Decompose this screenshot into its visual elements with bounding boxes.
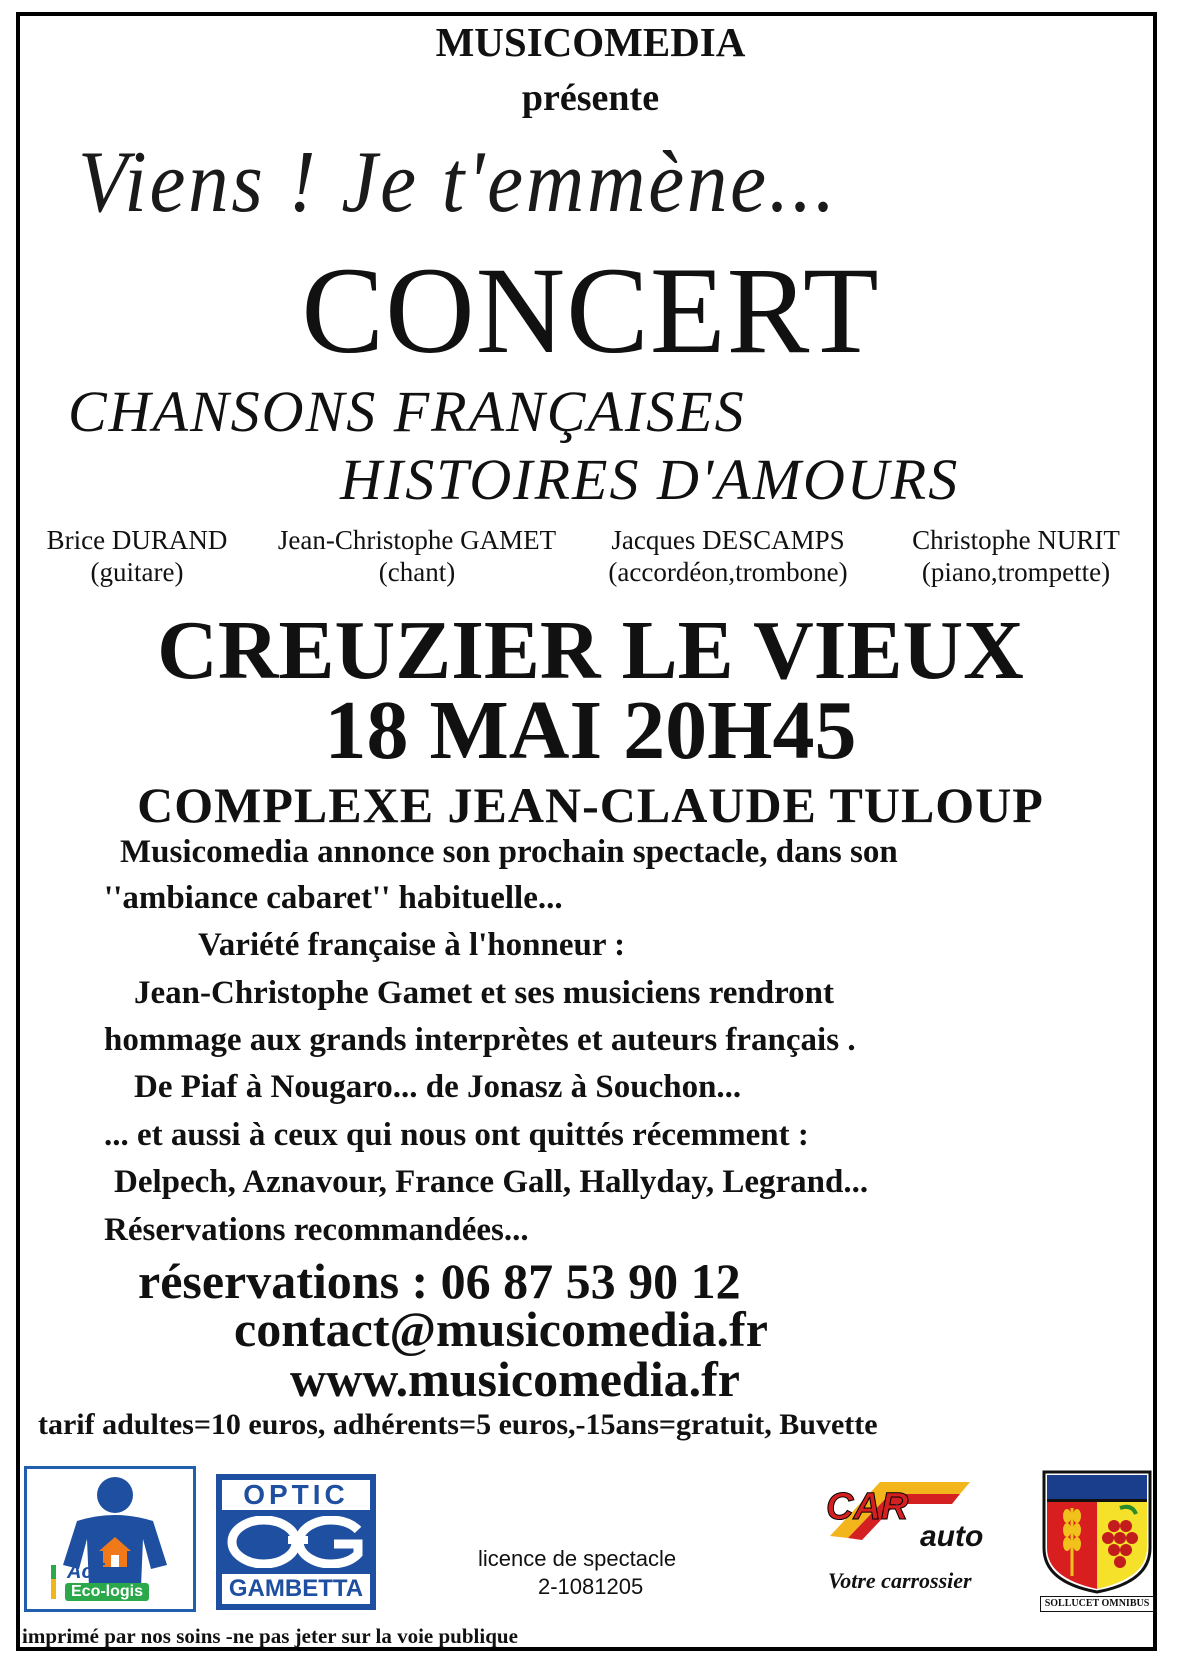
description-line: Jean-Christophe Gamet et ses musiciens rendront [134, 975, 834, 1011]
musician-name: Jacques DESCAMPS [611, 525, 845, 555]
crest-motto: SOLLUCET OMNIBUS [1040, 1596, 1154, 1612]
car-auto-logo [820, 1476, 1000, 1598]
town-crest-logo [1040, 1468, 1154, 1614]
optic-label: OPTIC [222, 1480, 370, 1510]
event-date-time: 18 MAI 20H45 [324, 684, 857, 777]
musician-2 [254, 524, 580, 588]
action-label: Action [67, 1561, 130, 1583]
musician-role: (chant) [378, 557, 456, 587]
organizer-name: MUSICOMEDIA [435, 19, 746, 65]
musician-name: Brice DURAND [46, 525, 228, 555]
action-ecologis-logo [24, 1466, 196, 1612]
ecologis-label: Eco-logis [65, 1583, 149, 1601]
subtitle-histoires: HISTOIRES D'AMOURS [340, 447, 960, 512]
contact-email[interactable]: contact@musicomedia.fr [234, 1301, 768, 1357]
description-line: Musicomedia annonce son prochain spectacle, dans son [120, 834, 898, 870]
reservation-phone: réservations : 06 87 53 90 12 [138, 1253, 741, 1309]
website-link[interactable]: www.musicomedia.fr [290, 1351, 740, 1407]
description-line: ''ambiance cabaret'' habituelle... [104, 880, 563, 916]
musician-4 [884, 524, 1148, 588]
description-line: Delpech, Aznavour, France Gall, Hallyday, Legrand... [114, 1164, 869, 1200]
description-line: De Piaf à Nougaro... de Jonasz à Souchon... [134, 1069, 742, 1105]
subtitle-chansons: CHANSONS FRANÇAISES [68, 379, 746, 444]
car-tagline: Votre carrossier [828, 1568, 972, 1593]
description-line: hommage aux grands interprètes et auteurs français . [104, 1022, 856, 1058]
description-line: Réservations recommandées... [104, 1212, 529, 1248]
musician-role: (guitare) [90, 557, 184, 587]
car-brand: CAR [826, 1486, 909, 1528]
car-sub: auto [920, 1520, 984, 1553]
musician-role: (piano,trompette) [921, 557, 1111, 587]
show-title: Viens ! Je t'emmène... [78, 134, 838, 231]
crest-shield-icon [1040, 1468, 1154, 1594]
description-line: ... et aussi à ceux qui nous ont quittés récemment : [104, 1117, 809, 1153]
optic-gambetta-logo [216, 1474, 376, 1610]
glasses-icon [226, 1516, 366, 1568]
license-number: 2-1081205 [538, 1574, 644, 1599]
event-city: CREUZIER LE VIEUX [157, 604, 1024, 697]
footer-note: imprimé par nos soins -ne pas jeter sur la voie publique [22, 1624, 518, 1648]
musician-3 [586, 524, 870, 588]
musician-1 [26, 524, 248, 588]
gambetta-label: GAMBETTA [222, 1574, 370, 1604]
event-venue: COMPLEXE JEAN-CLAUDE TULOUP [137, 777, 1044, 833]
presents-label: présente [521, 77, 660, 119]
headline: CONCERT [301, 242, 880, 379]
description-line: Variété française à l'honneur : [198, 927, 626, 963]
musician-role: (accordéon,trombone) [608, 557, 848, 587]
license-label: licence de spectacle [478, 1546, 677, 1571]
pricing-info: tarif adultes=10 euros, adhérents=5 euros,-15ans=gratuit, Buvette [38, 1408, 878, 1441]
musician-name: Jean-Christophe GAMET [277, 525, 557, 555]
musician-name: Christophe NURIT [912, 525, 1120, 555]
